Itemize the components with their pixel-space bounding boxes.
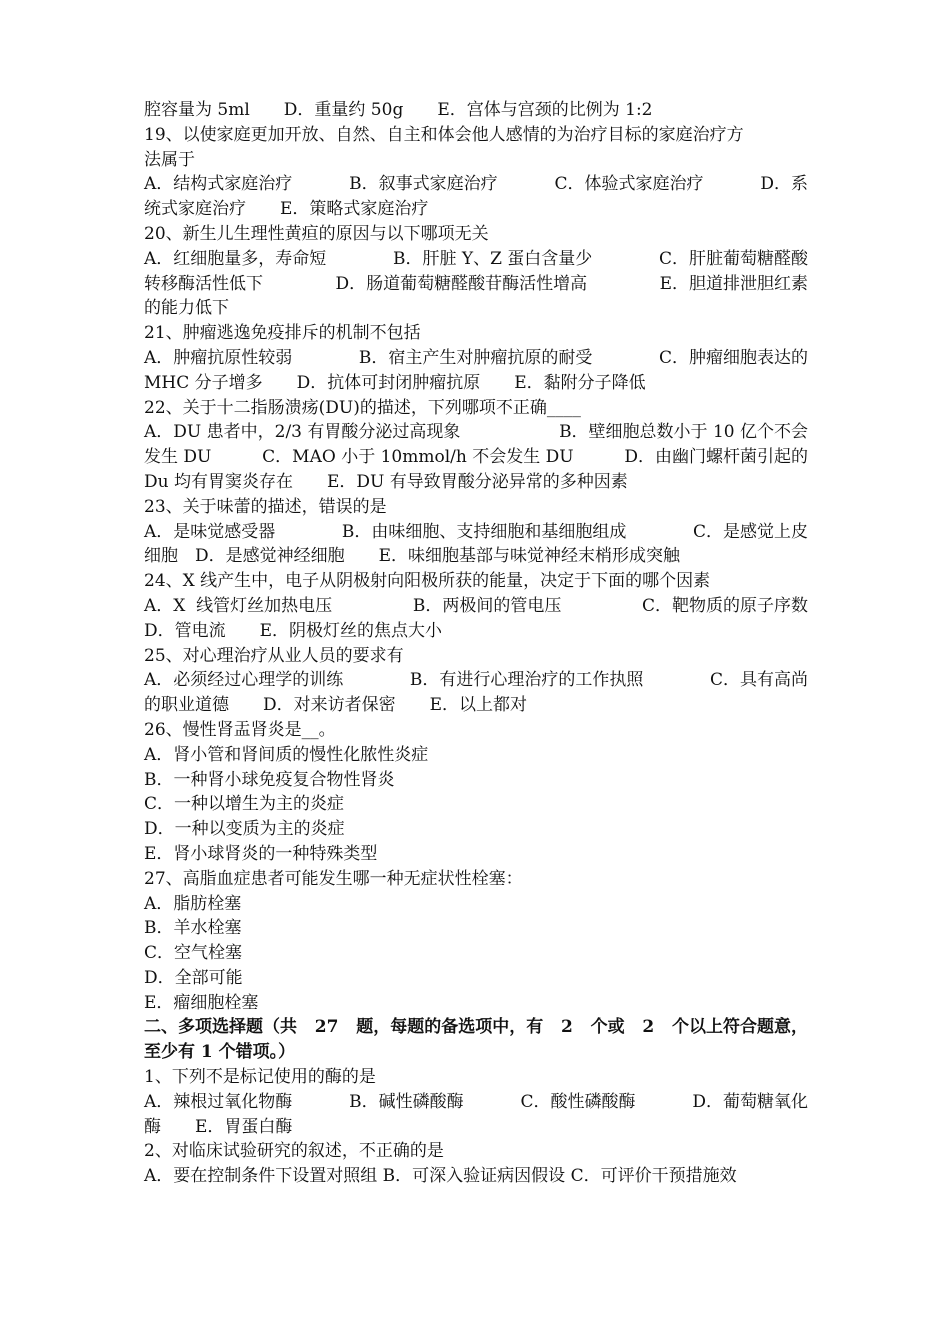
text-segment: 2 [560,1017,573,1038]
text-segment: A．是味觉感受器 [144,521,276,542]
text-segment: D．由幽门螺杆菌引起的 [624,447,808,468]
text-line: 21、肿瘤逃逸免疫排斥的机制不包括 [144,323,421,344]
text-line: A．肾小管和肾间质的慢性化脓性炎症 [144,744,429,765]
text-line: 的职业道德 D．对来访者保密 E．以上都对 [144,695,528,716]
text-segment: E．胆道排泄胆红素 [659,273,808,294]
text-line: B．羊水栓塞 [144,918,242,939]
text-line: C．空气栓塞 [144,943,243,964]
text-segment: C．靶物质的原子序数 [641,595,808,616]
text-segment: B．由味细胞、支持细胞和基细胞组成 [341,521,627,542]
text-segment: A．X 线管灯丝加热电压 [144,595,333,616]
text-line [144,420,808,445]
text-segment: 个以上符合题意， [671,1017,808,1038]
text-segment: C．体验式家庭治疗 [554,174,704,195]
document-page [144,98,808,1189]
section-heading: 至少有 1 个错项。） [144,1042,296,1063]
text-line: E．瘤细胞栓塞 [144,992,259,1013]
text-line: MHC 分子增多 D．抗体可封闭肿瘤抗原 E．黏附分子降低 [144,372,646,393]
text-segment: C．MAO 小于 10mmol/h 不会发生 DU [262,447,574,468]
text-segment: B．肝脏 Y、Z 蛋白含量少 [392,248,593,269]
text-line: 25、对心理治疗从业人员的要求有 [144,645,404,666]
text-segment: B．碱性磷酸酶 [349,1091,464,1112]
text-segment: 二、多项选择题（共 [144,1017,297,1038]
text-line: C．一种以增生为主的炎症 [144,794,345,815]
text-line [144,172,808,197]
text-segment: B．宿主产生对肿瘤抗原的耐受 [358,347,593,368]
text-line: 19、以使家庭更加开放、自然、自主和体会他人感情的为治疗目标的家庭治疗方 [144,124,744,145]
text-line: D．管电流 E．阴极灯丝的焦点大小 [144,620,443,641]
text-segment: A．DU 患者中，2/3 有胃酸分泌过高现象 [144,422,461,443]
text-line: 22、关于十二指肠溃疡(DU)的描述，下列哪项不正确____ [144,397,581,418]
text-segment: A．肿瘤抗原性较弱 [144,347,293,368]
text-line: 1、下列不是标记使用的酶的是 [144,1067,376,1088]
text-line [144,1090,808,1115]
text-segment: A．辣根过氧化物酶 [144,1091,293,1112]
text-line: Du 均有胃窦炎存在 E．DU 有导致胃酸分泌异常的多种因素 [144,471,628,492]
text-segment: C．肝脏葡萄糖醛酸 [658,248,808,269]
text-line: 26、慢性肾盂肾炎是__。 [144,719,336,740]
text-segment: A．红细胞量多，寿命短 [144,248,327,269]
text-line: 20、新生儿生理性黄疸的原因与以下哪项无关 [144,223,489,244]
text-segment: 27 [314,1017,339,1038]
text-line [144,520,808,545]
text-segment: B．两极间的管电压 [412,595,562,616]
text-line: D．一种以变质为主的炎症 [144,819,345,840]
text-line: 23、关于味蕾的描述，错误的是 [144,496,387,517]
text-segment: B．叙事式家庭治疗 [349,174,498,195]
text-line: B．一种肾小球免疫复合物性肾炎 [144,769,395,790]
text-line: 27、高脂血症患者可能发生哪一种无症状性栓塞： [144,868,523,889]
text-segment: B．壁细胞总数小于 10 亿个不会 [559,422,808,443]
text-segment: C．具有高尚 [709,670,808,691]
text-segment: 2 [642,1017,655,1038]
text-line [144,247,808,272]
text-line: A．要在控制条件下设置对照组 B．可深入验证病因假设 C．可评价干预措施效 [144,1166,737,1187]
text-line: A．脂肪栓塞 [144,893,242,914]
text-segment: A．结构式家庭治疗 [144,174,293,195]
text-segment: C．是感觉上皮 [692,521,808,542]
text-line [144,594,808,619]
text-segment: 个或 [590,1017,625,1038]
text-line: 24、X 线产生中，电子从阴极射向阳极所获的能量，决定于下面的哪个因素 [144,571,711,592]
text-line: 2、对临床试验研究的叙述，不正确的是 [144,1141,444,1162]
text-segment: D．葡萄糖氧化 [692,1091,808,1112]
text-segment: 转移酶活性低下 [144,273,263,294]
text-segment: 题，每题的备选项中，有 [356,1017,544,1038]
text-line: 法属于 [144,149,195,170]
text-segment: A．必须经过心理学的训练 [144,670,344,691]
text-line [144,346,808,371]
text-line [144,1015,808,1040]
text-line: 统式家庭治疗 E．策略式家庭治疗 [144,199,429,220]
text-line: 酶 E．胃蛋白酶 [144,1116,293,1137]
text-segment: C．酸性磷酸酶 [520,1091,636,1112]
text-segment: D．系 [760,174,808,195]
text-line: 腔容量为 5ml D．重量约 50g E．宫体与宫颈的比例为 1:2 [144,100,653,120]
text-line [144,272,808,297]
text-line [144,668,808,693]
text-line: 细胞 D．是感觉神经细胞 E．味细胞基部与味觉神经末梢形成突触 [144,546,681,567]
text-segment: C．肿瘤细胞表达的 [658,347,808,368]
text-line: D．全部可能 [144,967,243,988]
text-segment: D．肠道葡萄糖醛酸苷酶活性增高 [335,273,588,294]
text-line [144,445,808,470]
text-segment: B．有进行心理治疗的工作执照 [409,670,644,691]
text-line: 的能力低下 [144,298,229,319]
text-line: E．肾小球肾炎的一种特殊类型 [144,843,378,864]
text-segment: 发生 DU [144,447,212,468]
